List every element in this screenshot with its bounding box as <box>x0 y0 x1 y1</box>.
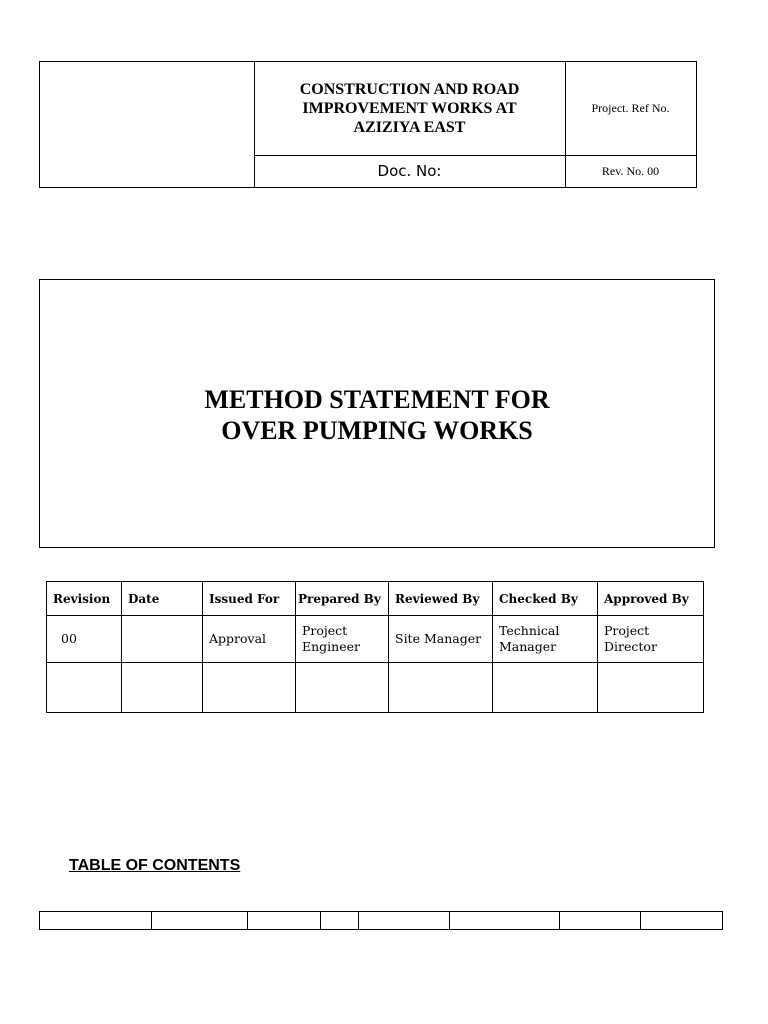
table-row <box>47 663 704 713</box>
table-cell <box>203 663 296 713</box>
table-cell <box>598 663 704 713</box>
column-header: Checked By <box>493 582 598 616</box>
column-header: Issued For <box>203 582 296 616</box>
table-cell <box>389 663 493 713</box>
toc-column-divider <box>247 912 248 929</box>
table-cell <box>122 616 203 663</box>
table-cell: Project Engineer <box>296 616 389 663</box>
toc-column-divider <box>320 912 321 929</box>
table-cell <box>493 663 598 713</box>
document-title: METHOD STATEMENT FOR OVER PUMPING WORKS <box>204 384 550 445</box>
project-ref-label: Project. Ref No. <box>565 62 696 156</box>
table-header-row <box>47 582 704 616</box>
toc-column-divider <box>640 912 641 929</box>
toc-column-divider <box>151 912 152 929</box>
toc-column-divider <box>358 912 359 929</box>
table-cell: 00 <box>47 616 122 663</box>
doc-no-label: Doc. No: <box>254 155 566 187</box>
document-header <box>39 61 697 188</box>
table-cell <box>47 663 122 713</box>
approval-table <box>46 581 704 713</box>
column-header: Date <box>122 582 203 616</box>
logo-placeholder <box>40 62 255 187</box>
table-cell: Project Director <box>598 616 704 663</box>
column-header: Prepared By <box>296 582 389 616</box>
rev-no-label: Rev. No. 00 <box>601 163 660 178</box>
column-header: Approved By <box>598 582 704 616</box>
column-header: Revision <box>47 582 122 616</box>
project-title: CONSTRUCTION AND ROAD IMPROVEMENT WORKS AT AZIZIYA EAST <box>254 62 566 156</box>
column-header: Reviewed By <box>389 582 493 616</box>
toc-heading: TABLE OF CONTENTS <box>69 857 241 874</box>
table-cell <box>122 663 203 713</box>
table-cell: Site Manager <box>389 616 493 663</box>
table-cell: Approval <box>203 616 296 663</box>
title-box <box>39 279 715 548</box>
toc-column-divider <box>449 912 450 929</box>
toc-column-divider <box>559 912 560 929</box>
table-cell <box>296 663 389 713</box>
toc-table <box>39 911 723 930</box>
table-row <box>47 616 704 663</box>
table-cell: Technical Manager <box>493 616 598 663</box>
